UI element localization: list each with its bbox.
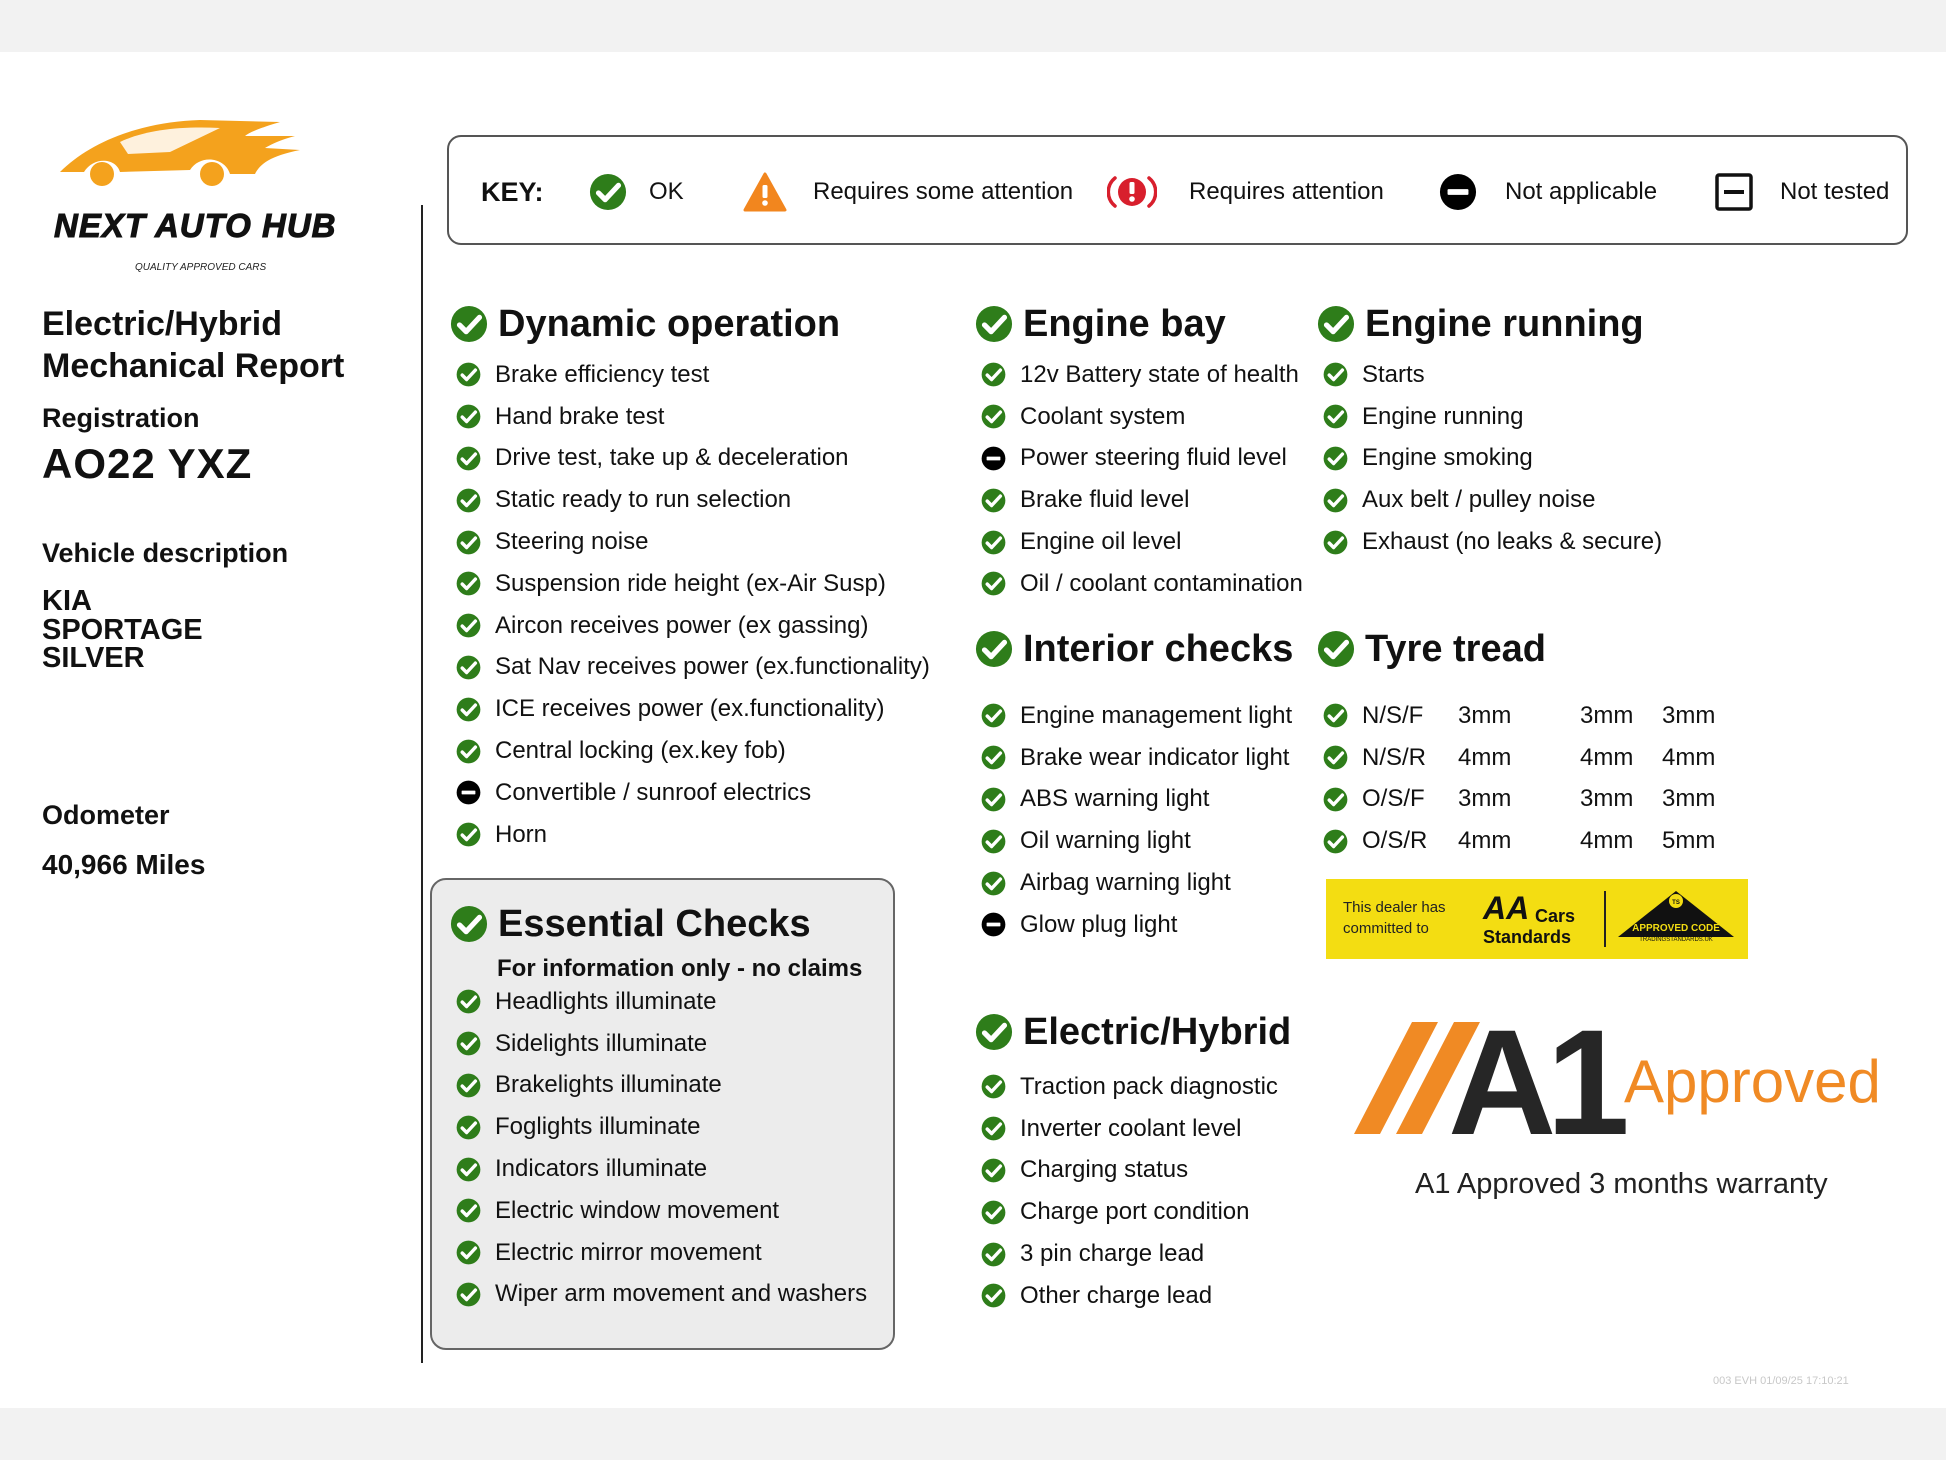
- tyre-row: [1323, 820, 1722, 862]
- check-item: [456, 647, 930, 689]
- section-title: Tyre tread: [1365, 627, 1546, 670]
- warranty-caption: A1 Approved 3 months warranty: [1415, 1168, 1828, 1200]
- check-item-label: 3 pin charge lead: [1020, 1240, 1205, 1268]
- check-item-label: Aux belt / pulley noise: [1362, 486, 1596, 514]
- ok-check-icon: [456, 739, 481, 764]
- key-ok: [589, 137, 684, 247]
- odometer-label: Odometer: [42, 800, 170, 830]
- check-item-label: Headlights illuminate: [495, 987, 717, 1015]
- section-title: Engine running: [1365, 302, 1644, 345]
- check-item-label: Brakelights illuminate: [495, 1071, 722, 1099]
- tyre-row: [1323, 737, 1722, 779]
- check-item: [456, 1023, 867, 1065]
- check-item-label: Sat Nav receives power (ex.functionality): [495, 653, 930, 681]
- key-label: KEY:: [481, 176, 544, 207]
- vehicle-colour: SILVER: [42, 642, 145, 674]
- bottom-margin: [0, 1408, 1946, 1460]
- check-item: [456, 605, 930, 647]
- ok-check-icon: [975, 630, 1013, 668]
- trading-standards-text: TRADINGSTANDARDS.UK: [1639, 937, 1713, 943]
- top-margin: [0, 0, 1946, 52]
- ok-check-icon: [1317, 630, 1355, 668]
- ok-check-icon: [456, 613, 481, 638]
- tyre-position: O/S/R: [1362, 827, 1428, 855]
- approved-code-text: APPROVED CODE: [1632, 923, 1720, 934]
- interior-checks-section: [975, 627, 1293, 946]
- ok-check-icon: [981, 1158, 1006, 1183]
- check-item: [456, 1065, 867, 1107]
- check-item: [1323, 354, 1662, 396]
- a1-approved-logo: [1352, 1012, 1922, 1142]
- tyre-tread-section: [1317, 627, 1722, 862]
- check-item: [981, 1150, 1291, 1192]
- check-list: [981, 1066, 1291, 1317]
- key-ok-label: OK: [649, 178, 684, 205]
- section-title: Dynamic operation: [498, 302, 841, 345]
- check-item-label: Steering noise: [495, 528, 649, 556]
- check-item: [981, 521, 1303, 563]
- check-item-label: Hand brake test: [495, 402, 665, 430]
- ok-check-icon: [456, 1198, 481, 1223]
- ok-check-icon: [981, 571, 1006, 596]
- vehicle-make: KIA: [42, 585, 92, 617]
- ok-check-icon: [450, 305, 488, 343]
- section-title: Engine bay: [1023, 302, 1226, 345]
- ok-check-icon: [975, 1013, 1013, 1051]
- essential-checks-list: [456, 981, 867, 1315]
- ok-check-icon: [456, 1282, 481, 1307]
- check-item-label: Coolant system: [1020, 402, 1186, 430]
- check-item: [1323, 396, 1662, 438]
- ok-check-icon: [1323, 829, 1348, 854]
- ok-check-icon: [981, 1242, 1006, 1267]
- registration-label: Registration: [42, 403, 200, 433]
- ok-check-icon: [981, 362, 1006, 387]
- check-item-label: ABS warning light: [1020, 785, 1210, 813]
- check-item-label: Exhaust (no leaks & secure): [1362, 528, 1663, 556]
- check-list: [1323, 354, 1662, 563]
- ok-check-icon: [456, 697, 481, 722]
- check-item: [981, 695, 1293, 737]
- check-item-label: Oil / coolant contamination: [1020, 569, 1303, 597]
- tyre-depth: 4mm: [1580, 743, 1634, 771]
- tyre-depth: 4mm: [1580, 827, 1634, 855]
- check-item-label: Brake fluid level: [1020, 486, 1190, 514]
- ok-check-icon: [1323, 530, 1348, 555]
- ok-check-icon: [1323, 703, 1348, 728]
- check-item: [456, 814, 930, 856]
- ok-check-icon: [456, 404, 481, 429]
- tyre-position: O/S/F: [1362, 785, 1425, 813]
- ok-check-icon: [981, 871, 1006, 896]
- check-item-label: Engine smoking: [1362, 444, 1533, 472]
- check-item: [456, 354, 930, 396]
- ok-check-icon: [456, 1115, 481, 1140]
- ok-check-icon: [456, 655, 481, 680]
- tyre-depth: 3mm: [1662, 701, 1716, 729]
- key-na: [1439, 137, 1657, 247]
- check-item-label: Horn: [495, 820, 548, 848]
- key-nt-label: Not tested: [1780, 178, 1890, 205]
- tyre-row: [1323, 779, 1722, 821]
- check-item-label: Charge port condition: [1020, 1198, 1250, 1226]
- ok-check-icon: [975, 305, 1013, 343]
- check-item-label: Suspension ride height (ex-Air Susp): [495, 569, 886, 597]
- ok-check-icon: [1323, 745, 1348, 770]
- tyre-depth: 4mm: [1458, 743, 1512, 771]
- tyre-depth: 3mm: [1458, 785, 1512, 813]
- check-item: [456, 438, 930, 480]
- check-item-label: Airbag warning light: [1020, 869, 1231, 897]
- tyre-depth: 3mm: [1580, 701, 1634, 729]
- check-item-label: Indicators illuminate: [495, 1155, 708, 1183]
- check-item: [456, 1274, 867, 1316]
- ok-check-icon: [981, 1074, 1006, 1099]
- next-auto-hub-logo: [50, 112, 370, 287]
- check-item: [1323, 438, 1662, 480]
- ok-check-icon: [1323, 404, 1348, 429]
- engine-running-section: [1317, 302, 1662, 563]
- aa-cars-standards-badge: [1326, 879, 1748, 959]
- check-list: [456, 981, 867, 1315]
- ok-check-icon: [589, 173, 627, 211]
- check-item-label: Starts: [1362, 360, 1425, 388]
- dynamic-operation-section: [450, 302, 930, 856]
- check-item: [456, 479, 930, 521]
- ok-check-icon: [456, 571, 481, 596]
- check-item-label: Static ready to run selection: [495, 486, 792, 514]
- check-item-label: Brake efficiency test: [495, 360, 710, 388]
- check-item-label: Sidelights illuminate: [495, 1029, 708, 1057]
- key-alert-label: Requires attention: [1189, 178, 1384, 205]
- check-item: [456, 688, 930, 730]
- odometer-value: 40,966 Miles: [42, 849, 206, 880]
- vehicle-model: SPORTAGE: [42, 614, 203, 646]
- check-item: [456, 396, 930, 438]
- check-item: [981, 779, 1293, 821]
- check-item: [456, 1106, 867, 1148]
- check-item: [981, 563, 1303, 605]
- aa-cars-text: Cars: [1535, 906, 1576, 926]
- check-item-label: Power steering fluid level: [1020, 444, 1287, 472]
- check-item: [456, 1148, 867, 1190]
- ok-check-icon: [981, 488, 1006, 513]
- not-applicable-icon: [981, 912, 1006, 937]
- check-item-label: Oil warning light: [1020, 827, 1191, 855]
- check-item-label: ICE receives power (ex.functionality): [495, 695, 885, 723]
- check-item: [981, 904, 1293, 946]
- tyre-depth: 3mm: [1580, 785, 1634, 813]
- check-item-label: Glow plug light: [1020, 910, 1178, 938]
- section-header: [975, 302, 1303, 346]
- check-list: [981, 354, 1303, 605]
- check-item: [456, 1232, 867, 1274]
- warning-triangle-icon: [743, 170, 787, 214]
- check-item: [456, 981, 867, 1023]
- check-item-label: Drive test, take up & deceleration: [495, 444, 849, 472]
- a1-mark: A1: [1448, 1012, 1620, 1142]
- ts-seal-text: TS: [1672, 900, 1680, 906]
- check-item-label: Central locking (ex.key fob): [495, 737, 786, 765]
- ok-check-icon: [1323, 488, 1348, 513]
- essential-checks-section: [450, 902, 811, 946]
- check-item-label: Other charge lead: [1020, 1281, 1213, 1309]
- ok-check-icon: [981, 703, 1006, 728]
- check-item-label: Traction pack diagnostic: [1020, 1072, 1278, 1100]
- check-item-label: Charging status: [1020, 1156, 1189, 1184]
- check-list: [981, 695, 1293, 946]
- ok-check-icon: [981, 787, 1006, 812]
- tyre-row: [1323, 695, 1722, 737]
- logo-brand-text: NEXT AUTO HUB: [54, 207, 337, 244]
- section-header: [1317, 627, 1722, 671]
- aa-divider: [1604, 891, 1606, 947]
- aa-dealer-line1: This dealer has: [1343, 899, 1446, 916]
- ok-check-icon: [981, 404, 1006, 429]
- section-header: [975, 627, 1293, 671]
- check-item-label: Electric mirror movement: [495, 1238, 762, 1266]
- check-item: [981, 1108, 1291, 1150]
- check-item: [456, 730, 930, 772]
- ok-check-icon: [456, 822, 481, 847]
- aa-badge-art: [1326, 879, 1748, 959]
- check-item: [1323, 521, 1662, 563]
- tyre-position: N/S/R: [1362, 743, 1427, 771]
- aa-logo-text: AA: [1483, 890, 1530, 926]
- section-title: Essential Checks: [498, 902, 811, 945]
- check-item: [981, 1275, 1291, 1317]
- check-item: [981, 1191, 1291, 1233]
- tyre-depth: 4mm: [1458, 827, 1512, 855]
- logo-tagline: QUALITY APPROVED CARS: [135, 262, 267, 273]
- check-item-label: Convertible / sunroof electrics: [495, 778, 812, 806]
- ok-check-icon: [1323, 787, 1348, 812]
- check-item: [456, 521, 930, 563]
- ok-check-icon: [981, 1116, 1006, 1141]
- key-alert: [1107, 137, 1384, 247]
- section-header: [450, 302, 930, 346]
- section-header: [975, 1010, 1291, 1054]
- section-title: Electric/Hybrid: [1023, 1010, 1292, 1053]
- ok-check-icon: [456, 1073, 481, 1098]
- tyre-position: N/S/F: [1362, 701, 1424, 729]
- check-item: [456, 1190, 867, 1232]
- car-wheel: [90, 162, 114, 186]
- section-header: [450, 902, 811, 946]
- vehicle-description-label: Vehicle description: [42, 538, 289, 568]
- aa-dealer-line2: committed to: [1343, 920, 1429, 937]
- check-item: [981, 354, 1303, 396]
- car-wheel: [200, 162, 224, 186]
- ok-check-icon: [981, 530, 1006, 555]
- ok-check-icon: [456, 530, 481, 555]
- check-item-label: Foglights illuminate: [495, 1113, 701, 1141]
- check-item: [981, 396, 1303, 438]
- ok-check-icon: [456, 362, 481, 387]
- alert-circle-icon: [1107, 172, 1157, 212]
- essential-subtitle: For information only - no claims: [497, 955, 863, 982]
- ok-check-icon: [456, 1157, 481, 1182]
- check-item-label: Electric window movement: [495, 1196, 780, 1224]
- ok-check-icon: [1323, 362, 1348, 387]
- check-item: [981, 1233, 1291, 1275]
- document-stamp: 003 EVH 01/09/25 17:10:21: [1713, 1375, 1849, 1387]
- check-item-label: Inverter coolant level: [1020, 1114, 1242, 1142]
- ok-check-icon: [981, 745, 1006, 770]
- ok-check-icon: [456, 1240, 481, 1265]
- check-item-label: Wiper arm movement and washers: [495, 1280, 868, 1308]
- key-na-label: Not applicable: [1505, 178, 1658, 205]
- tyre-depth: 5mm: [1662, 827, 1716, 855]
- tyre-depth: 4mm: [1662, 743, 1716, 771]
- registration-value: AO22 YXZ: [42, 440, 253, 487]
- key-warn-label: Requires some attention: [813, 178, 1074, 205]
- not-applicable-icon: [1439, 173, 1477, 211]
- check-item: [456, 772, 930, 814]
- check-item-label: 12v Battery state of health: [1020, 360, 1299, 388]
- ok-check-icon: [450, 905, 488, 943]
- tyre-depth: 3mm: [1458, 701, 1512, 729]
- ok-check-icon: [1317, 305, 1355, 343]
- key-label-wrap: [481, 137, 544, 247]
- ok-check-icon: [456, 989, 481, 1014]
- column-divider: [421, 205, 423, 1363]
- check-item: [981, 820, 1293, 862]
- check-item: [981, 438, 1303, 480]
- ok-check-icon: [456, 446, 481, 471]
- check-item-label: Brake wear indicator light: [1020, 743, 1290, 771]
- check-item: [981, 862, 1293, 904]
- check-item: [981, 1066, 1291, 1108]
- electric-hybrid-section: [975, 1010, 1291, 1317]
- ok-check-icon: [981, 1283, 1006, 1308]
- report-title: Electric/Hybrid Mechanical Report: [42, 305, 345, 385]
- check-item-label: Engine oil level: [1020, 528, 1182, 556]
- check-item: [1323, 479, 1662, 521]
- ok-check-icon: [456, 488, 481, 513]
- key-nt: [1714, 137, 1889, 247]
- not-applicable-icon: [981, 446, 1006, 471]
- not-applicable-icon: [456, 780, 481, 805]
- check-list: [456, 354, 930, 856]
- status-key: [447, 135, 1908, 245]
- ok-check-icon: [981, 1200, 1006, 1225]
- check-item-label: Engine management light: [1020, 701, 1293, 729]
- tyre-tread-list: [1323, 695, 1722, 862]
- section-title: Interior checks: [1023, 627, 1294, 670]
- tyre-depth: 3mm: [1662, 785, 1716, 813]
- check-item: [456, 563, 930, 605]
- key-warn: [743, 137, 1073, 247]
- check-item: [981, 479, 1303, 521]
- not-tested-icon: [1714, 172, 1754, 212]
- ok-check-icon: [456, 1031, 481, 1056]
- check-item-label: Aircon receives power (ex gassing): [495, 611, 869, 639]
- check-item-label: Engine running: [1362, 402, 1524, 430]
- engine-bay-section: [975, 302, 1303, 605]
- aa-standards-text: Standards: [1483, 927, 1572, 947]
- check-item: [981, 737, 1293, 779]
- a1-approved-word: Approved: [1624, 1048, 1881, 1115]
- ok-check-icon: [981, 829, 1006, 854]
- section-header: [1317, 302, 1662, 346]
- ok-check-icon: [1323, 446, 1348, 471]
